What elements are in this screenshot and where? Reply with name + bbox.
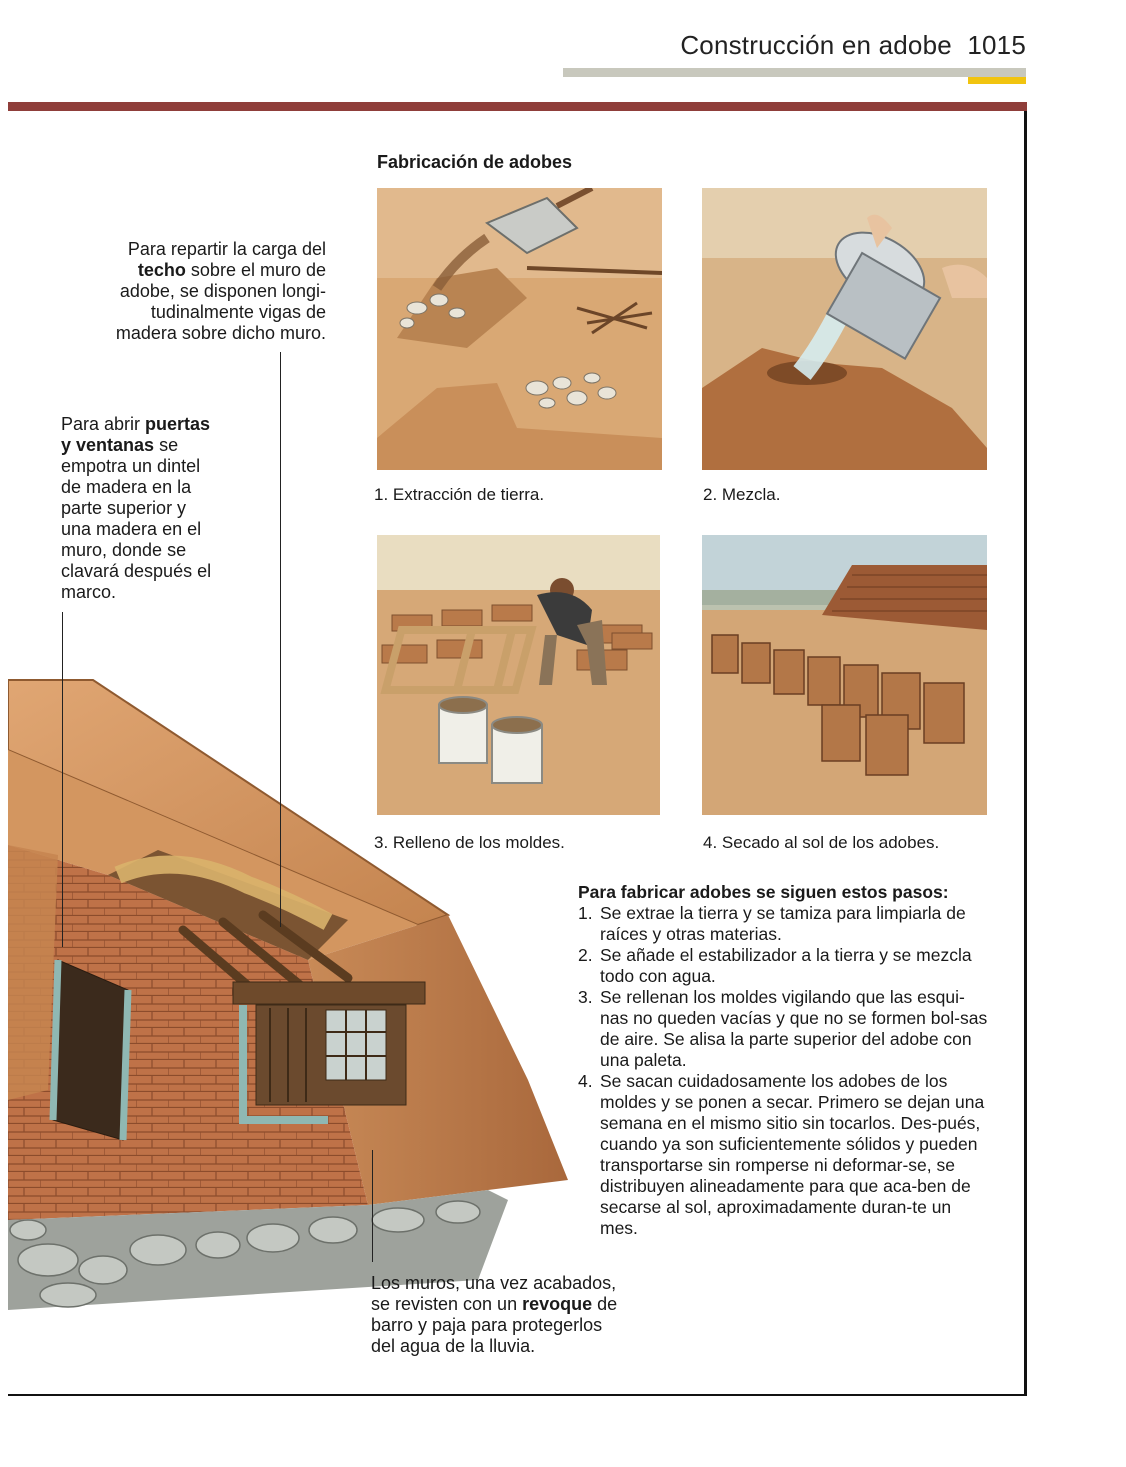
callout-doors-keyword: puertas y ventanas <box>61 414 211 455</box>
step-label-2: 2. Mezcla. <box>703 485 781 504</box>
walls-callout-leader <box>372 1150 373 1262</box>
step-label-4: 4. Secado al sol de los adobes. <box>703 833 940 852</box>
callout-roof-keyword: techo <box>137 260 186 280</box>
step-label-3: 3. Relleno de los moldes. <box>374 833 565 852</box>
list-item: 2. Se añade el estabilizador a la tierra y se mezcla todo con agua. <box>578 945 972 986</box>
section-heading: Fabricación de adobes <box>377 152 573 172</box>
window-lintel <box>233 982 425 1004</box>
list-item: 1. Se extrae la tierra y se tamiza para limpiarla de raíces y otras materias. <box>578 903 966 944</box>
steps-text-block <box>578 882 988 1239</box>
door-opening <box>53 960 128 1140</box>
list-item: 3. Se rellenan los moldes vigilando que las esqui-nas no queden vacías y que no se formen bol-sas de aire. Se alisa la parte superior del adobe con una paleta. <box>578 987 988 1070</box>
running-title: Construcción en adobe <box>680 30 952 60</box>
list-item: 4. Se sacan cuidadosamente los adobes de los moldes y se ponen a secar. Primero se dejan una semana en el mismo sitio sin tocarlos. Des-pués, cuando ya son suficientemente sólidos y pueden transportarse sin romperse ni deformar-se, se distribuyen alineadamente para que aca-ben de secarse al sol, aproximadamente duran-te un mes. <box>578 1071 985 1238</box>
frame-top-rule <box>8 102 1027 111</box>
page-number: 1015 <box>967 30 1026 60</box>
doors-callout-leader <box>62 612 63 947</box>
roof-callout-leader <box>280 352 281 927</box>
steps-title: Para fabricar adobes se siguen estos pasos: <box>578 882 949 902</box>
callout-doors: Para abrir puertas y ventanas se empotra un dintel de madera en la parte superior y una madera en el muro, donde se clavará después el marco. <box>61 414 212 602</box>
frame-bottom-rule <box>8 1394 1027 1396</box>
header-rule <box>563 68 1026 77</box>
steps-list <box>578 903 988 1239</box>
step-image-extraction <box>377 188 662 470</box>
frame-right-rule <box>1024 111 1027 1396</box>
step-image-drying <box>702 535 987 815</box>
header-accent-bar <box>968 77 1026 84</box>
running-head <box>680 30 1026 61</box>
step-label-1: 1. Extracción de tierra. <box>374 485 545 504</box>
step-image-molds <box>377 535 660 815</box>
window-glass <box>326 1010 386 1080</box>
step-image-mixing <box>702 188 987 470</box>
callout-walls: Los muros, una vez acabados, se revisten con un revoque de barro y paja para protegerlos del agua de la lluvia. <box>371 1273 618 1356</box>
callout-walls-keyword: revoque <box>522 1294 593 1314</box>
callout-roof: Para repartir la carga del techo sobre el muro de adobe, se disponen longi-tudinalmente vigas de madera sobre dicho muro. <box>115 239 326 343</box>
